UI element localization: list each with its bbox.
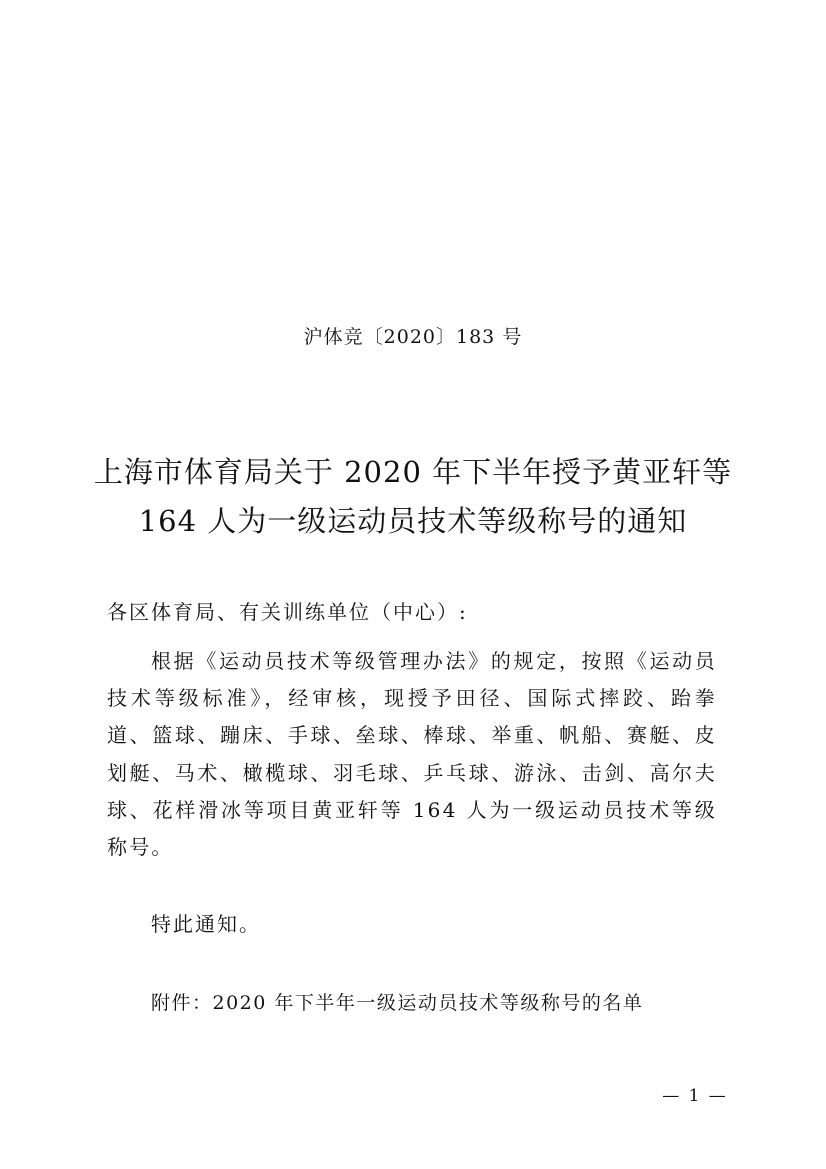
addressee: 各区体育局、有关训练单位（中心）: [107,600,468,624]
closing-remark: 特此通知。 [151,912,261,936]
attachment-line: 附件：2020 年下半年一级运动员技术等级称号的名单 [151,992,644,1014]
document-number: 沪体竞〔2020〕183 号 [303,326,523,348]
document-title [80,448,746,546]
title-line-1: 上海市体育局关于 2020 年下半年授予黄亚轩等 [93,455,733,489]
page-number: — 1 — [662,1086,728,1106]
body-paragraph: 根据《运动员技术等级管理办法》的规定，按照《运动员技术等级标准》，经审核，现授予田径、国际式摔跤、跆拳道、篮球、蹦床、手球、垒球、棒球、举重、帆船、赛艇、皮划艇、马术、橄榄球、羽毛球、乒乓球、游泳、击剑、高尔夫球、花样滑冰等项目黄亚轩等 164 人为一级运动员技术等级称号。 [107,649,717,860]
title-line-2: 164 人为一级运动员技术等级称号的通知 [138,504,688,538]
